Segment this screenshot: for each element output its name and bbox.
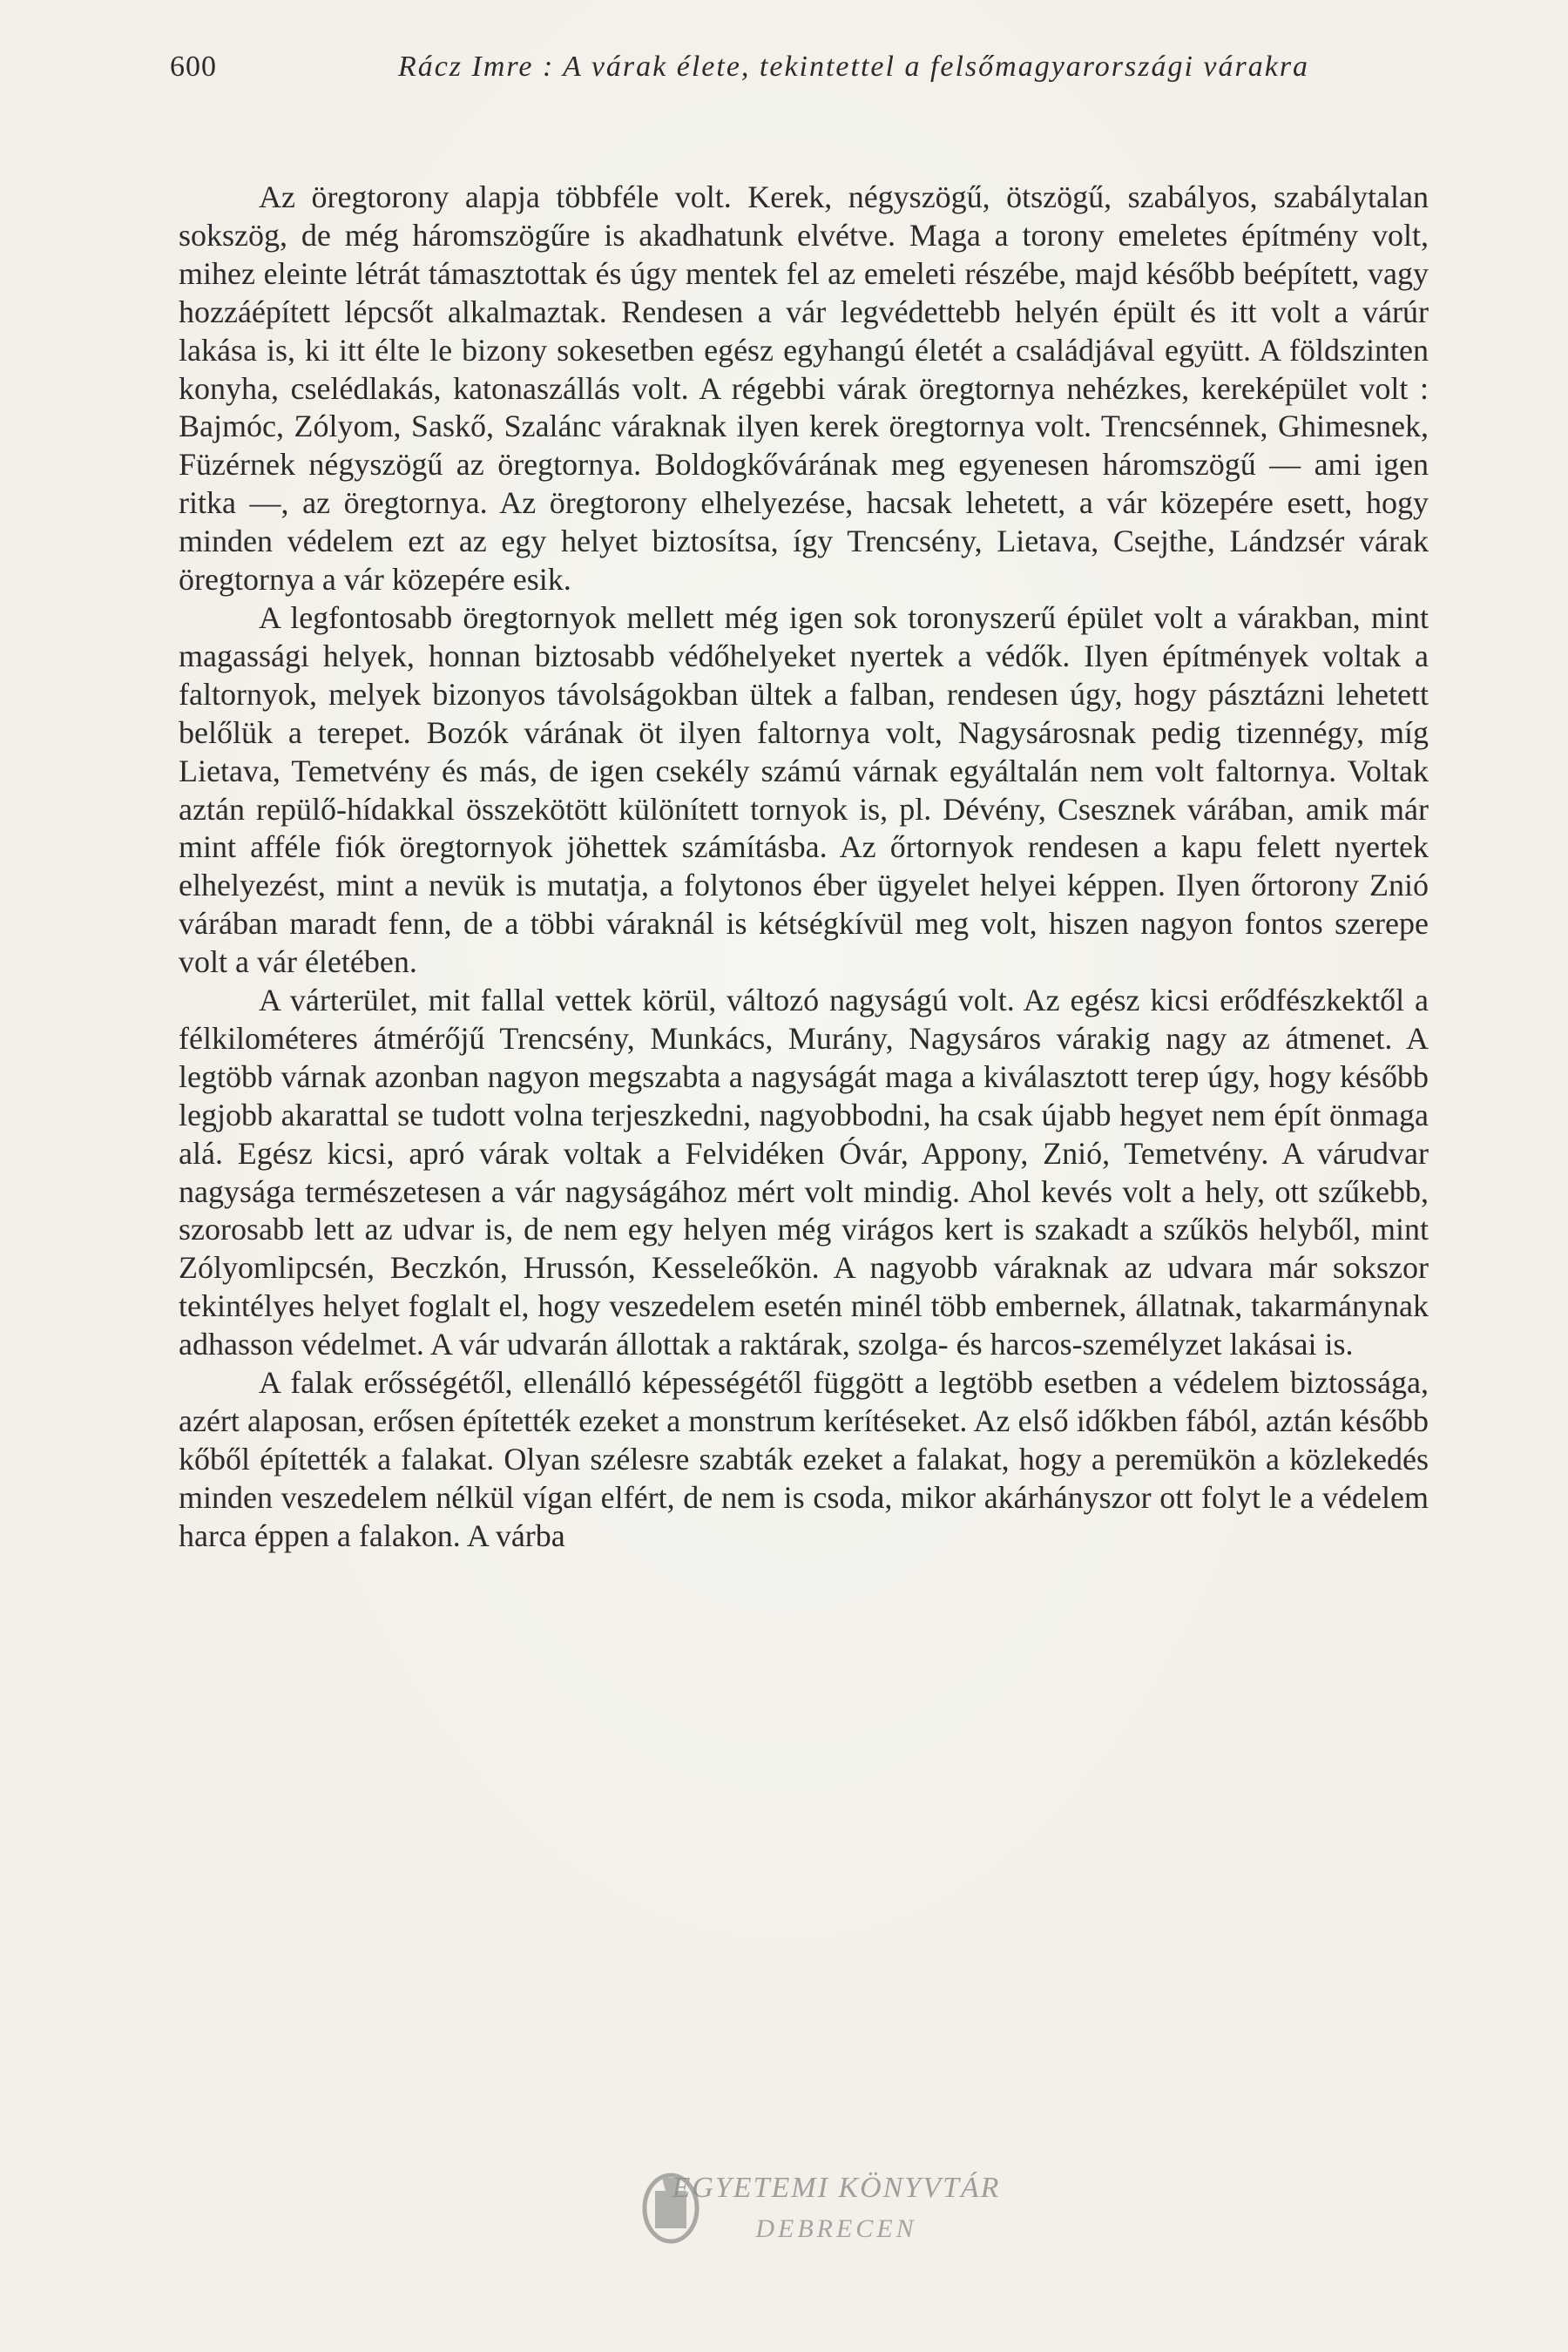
library-stamp xyxy=(636,2152,1010,2256)
paragraph-2: A legfontosabb öregtornyok mellett még igen sok toronyszerű épület volt a várakban, mint magassági helyek, honnan biztosabb védőhelyeket nyertek a védők. Ilyen építmények voltak a faltornyok, melyek bizonyos távolságokban ültek a falban, rendesen úgy, hogy pásztázni lehetett belőlük a terepet. Bozók várának öt ilyen faltornya volt, Nagysárosnak pedig tizennégy, míg Lietava, Temetvény és más, de igen csekély számú várnak egyáltalán nem volt faltornya. Voltak aztán repülő-hídakkal összekötött különített tornyok is, pl. Dévény, Csesznek várában, amik már mint afféle fiók öregtornyok jöhettek számításba. Az őrtornyok rendesen a kapu felett nyertek elhelyezést, mint a nevük is mutatja, a folytonos éber ügyelet helyei képpen. Ilyen őrtorony Znió várában maradt fenn, de a többi váraknál is kétségkívül meg volt, hiszen nagyon fontos szerepe volt a vár életében. xyxy=(179,599,1429,980)
stamp-line-1: EGYETEMI KÖNYVTÁR xyxy=(672,2172,1001,2204)
body-text xyxy=(179,179,1429,1556)
paragraph-4: A falak erősségétől, ellenálló képességétől függött a legtöbb esetben a védelem biztossága, azért alaposan, erősen építették ezeket a monstrum kerítéseket. Az első időkben fából, aztán később kőből építették a falakat. Olyan szélesre szabták ezeket a falakat, hogy a peremükön a közlekedés minden veszedelem nélkül vígan elfért, de nem is csoda, mikor akárhányszor ott folyt le a védelem harca éppen a falakon. A várba xyxy=(179,1365,1429,1553)
stamp-line-2: DEBRECEN xyxy=(755,2214,917,2243)
paragraph-1: Az öregtorony alapja többféle volt. Kerek, négyszögű, ötszögű, szabályos, szabálytalan sokszög, de még háromszögűre is akadhatunk elvétve. Maga a torony emeletes építmény volt, mihez eleinte létrát támasztottak és úgy mentek fel az emeleti részébe, majd később beépített, vagy hozzáépített lépcsőt alkalmaztak. Rendesen a vár legvédettebb helyén épült és itt volt a várúr lakása is, ki itt élte le bizony sokesetben egész egyhangú életét a családjával együtt. A földszinten konyha, cselédlakás, katonaszállás volt. A régebbi várak öregtornya nehézkes, kereképület volt : Bajmóc, Zólyom, Saskő, Szalánc váraknak ilyen kerek öregtornya volt. Trencsénnek, Ghimesnek, Füzérnek négyszögű az öregtornya. Boldogkővárának meg egyenesen háromszögű — ami igen ritka —, az öregtornya. Az öregtorony elhelyezése, hacsak lehetett, a vár közepére esett, hogy minden védelem ezt az egy helyet biztosítsa, így Trencsény, Lietava, Csejthe, Lándzsér várak öregtornya a vár közepére esik. xyxy=(179,179,1429,598)
page-header xyxy=(170,51,1433,94)
running-head: Rácz Imre : A várak élete, tekintettel a felsőmagyarországi várakra xyxy=(397,51,1310,83)
page-number: 600 xyxy=(170,51,217,83)
paragraph-3: A várterület, mit fallal vettek körül, változó nagyságú volt. Az egész kicsi erődfészkektől a félkilométeres átmérőjű Trencsény, Munkács, Murány, Nagysáros várakig nagy az átmenet. A legtöbb várnak azonban nagyon megszabta a nagyságát maga a kiválasztott terep úgy, hogy később legjobb akarattal se tudott volna terjeszkedni, nagyobbodni, ha csak újabb hegyet nem épít önmaga alá. Egész kicsi, apró várak voltak a Felvidéken Óvár, Appony, Znió, Temetvény. A várudvar nagysága természetesen a vár nagyságához mért volt mindig. Ahol kevés volt a hely, ott szűkebb, szorosabb lett az udvar is, de nem egy helyen még virágos kert is szakadt a szűkös helyből, mint Zólyomlipcsén, Beczkón, Hrussón, Kesseleőkön. A nagyobb váraknak az udvara már sokszor tekintélyes helyet foglalt el, hogy veszedelem esetén minél több embernek, állatnak, takarmánynak adhasson védelmet. A vár udvarán állottak a raktárak, szolga- és harcos-személyzet lakásai is. xyxy=(179,983,1429,1362)
